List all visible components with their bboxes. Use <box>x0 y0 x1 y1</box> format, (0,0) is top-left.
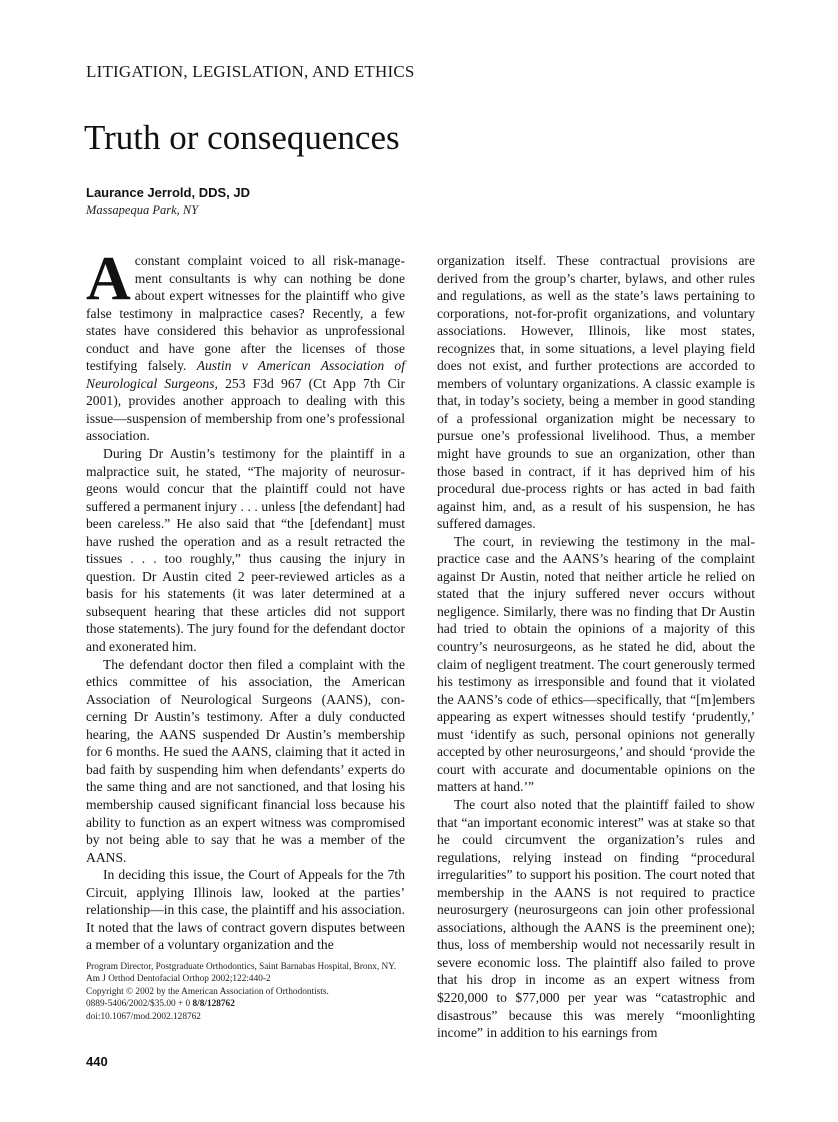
paragraph: The court also noted that the plaintiff failed to show that “an important economic interest” was at stake so that he could circumvent the organization’s rules and regulations, relying instead on finding “procedural irregularities” to support his position. The court noted that membership in the AANS is not required to practice neurosurgery (neurosurgeons can join other professional associations, although the AANS is the preeminent one); thus, loss of membership would not necessarily result in severe economic loss. The plaintiff also failed to prove that his drop in income as an expert witness from $220,000 to $77,000 per year was “catastrophic and disastrous” because this was merely “moonlighting income” in addition to his earnings from <box>437 796 755 1041</box>
page-number: 440 <box>86 1054 108 1069</box>
drop-cap: A <box>86 245 131 313</box>
footnotes <box>86 961 406 1023</box>
author-affiliation: Massapequa Park, NY <box>86 203 199 217</box>
journal-citation: Am J Orthod Dentofacial Orthop 2002;122:440-2 <box>86 974 271 985</box>
right-column <box>437 252 755 1042</box>
paragraph-text: 253 F3d 967 (Ct App 7th Cir 2001), provides another approach to dealing with this issue—suspension of membership from one’s professional association. <box>86 375 405 444</box>
doi: doi:10.1067/mod.2002.128762 <box>86 1011 201 1022</box>
section-heading: LITIGATION, LEGISLATION, AND ETHICS <box>86 62 415 81</box>
paragraph: In deciding this issue, the Court of Appeals for the 7th Circuit, applying Illinois law, looked at the parties’ relationship—in this case, the plaintiff and his association. It noted that the laws of contract govern disputes between a member of a voluntary organization and the <box>86 867 405 953</box>
author-name: Laurance Jerrold, DDS, JD <box>86 185 250 200</box>
paragraph: organization itself. These contractual provisions are derived from the group’s charter, bylaws, and other rules and regulations, as well as the state’s laws pertaining to corporations, not-for-profit organizations, and voluntary associations. However, Illinois, like most states, recognizes that, in some situations, a level playing field does not exist, and further protections are accorded to members of voluntary organizations. A classic example is that, in today’s society, being a member in good standing of a professional organization might be necessary to pursue one’s professional livelihood. Thus, a member might have grounds to sue an organization, other than those based in contract, if it has deprived him of his procedural due-process rights or has acted in bad faith against him, and, as a result of his suspension, he has suffered damages. <box>437 253 755 532</box>
affiliation-note: Program Director, Postgraduate Orthodontics, Saint Barnabas Hospital, Bronx, NY. <box>86 962 397 972</box>
code-prefix: 0889-5406/2002/$35.00 + 0 <box>86 999 193 1010</box>
paragraph: The defendant doctor then filed a complaint with the ethics committee of his association, the American Association of Neurological Surgeons (AANS), concerning Dr Austin’s testimony. After a duly conducted hearing, the AANS suspended Dr Austin’s membership for 6 months. He sued the AANS, claiming that it acted in bad faith by suspending him when defendants’ experts do the same thing and are not sanctioned, and that losing his membership caused significant financial loss because his ability to function as an expert witness was compromised by not being able to say that he was a member of the AANS. <box>86 656 405 865</box>
case-citation: Austin v American Association of Neurological Surgeons, <box>86 358 405 391</box>
code-id: 8/8/128762 <box>192 999 235 1010</box>
paragraph: The court, in reviewing the testimony in the malpractice case and the AANS’s hearing of the complaint against Dr Austin, noted that neither article he relied on stated that the injury suffered never occurs without negligence. Similarly, there was no finding that Dr Austin had tried to obtain the opinions of a majority of this country’s neurosurgeons, as he stated he did, about the claim of negligent treatment. The court generously termed his testimony as irresponsible and found that it violated the AANS’s code of ethics—specifically, that “[m]embers appearing as expert witnesses should testify ‘prudently,’ must ‘identify as such, personal opinions not generally accepted by other neurosurgeons,’ and should ‘provide the court with accurate and documentable opinions on the matters at hand.’” <box>437 533 755 795</box>
paragraph <box>86 245 405 445</box>
paragraph-text: constant complaint voiced to all risk-management consultants is why can nothing be done about expert witnesses for the plaintiff who give false testimony in malpractice cases? Recently, a few states have considered this behavior as unprofessional conduct and have gone after the licenses of those testifying falsely. <box>86 253 405 374</box>
article-title: Truth or consequences <box>84 118 400 157</box>
left-column <box>86 245 405 954</box>
copyright-notice: Copyright © 2002 by the American Association of Orthodontists. <box>86 986 329 997</box>
paragraph: During Dr Austin’s testimony for the plaintiff in a malpractice suit, he stated, “The majority of neurosurgeons would concur that the plaintiff could not have suffered a permanent injury . . . unless [the defendant] had been careless.” He also said that “the [defendant] must have rushed the operation and as a result retracted the tissues . . . too roughly,” thus causing the injury in question. Dr Austin cited 2 peer-reviewed articles as a basis for his statements (it was later determined at a subsequent hearing that these articles did not support those statements). The jury found for the defendant doctor and exonerated him. <box>86 446 405 655</box>
article-code <box>86 998 406 1010</box>
